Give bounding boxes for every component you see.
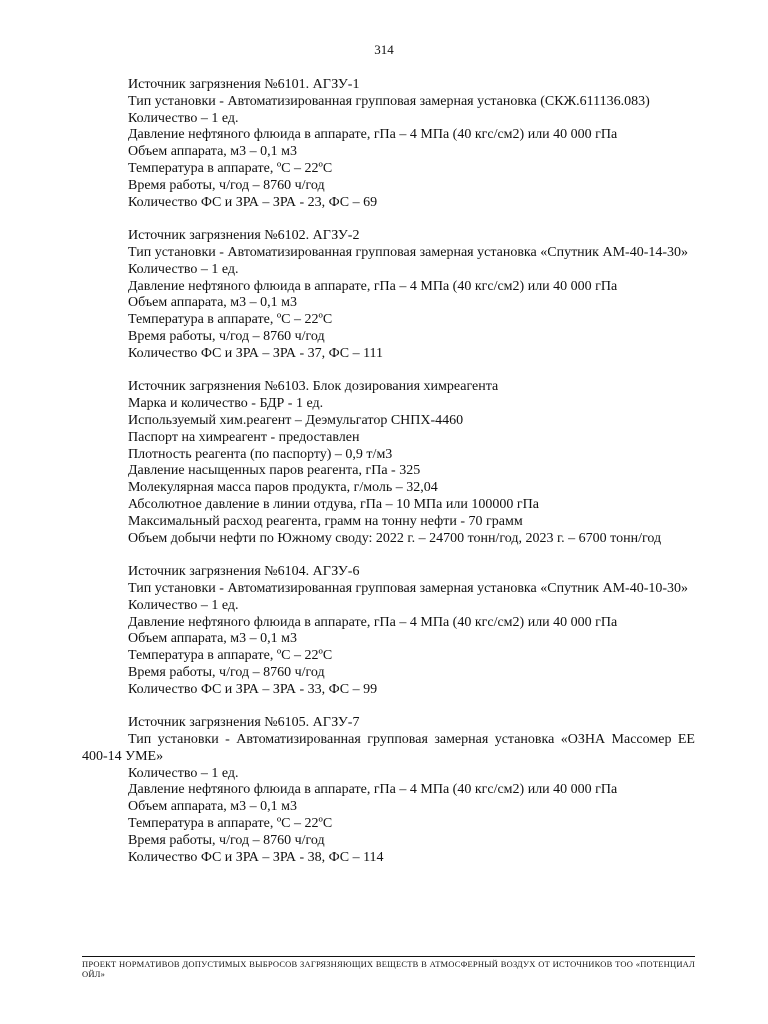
source-6104-section [82,564,695,698]
source-6104-installation-type: Тип установки - Автоматизированная групповая замерная установка «Спутник АМ-40-10-30» [128,580,689,596]
source-6103-absolute-pressure: Абсолютное давление в линии отдува, гПа – 10 МПа или 100000 гПа [128,496,539,512]
source-6103-brand: Марка и количество - БДР - 1 ед. [128,396,324,412]
page-footer: ПРОЕКТ НОРМАТИВОВ ДОПУСТИМЫХ ВЫБРОСОВ ЗАГРЯЗНЯЮЩИХ ВЕЩЕСТВ В АТМОСФЕРНЫЙ ВОЗДУХ ОТ ИСТОЧНИКОВ ТОО «ПОТЕНЦИАЛ ОЙЛ» [82,956,695,979]
source-6103-title: Источник загрязнения №6103. Блок дозирования химреагента [128,379,499,395]
source-6104-pressure: Давление нефтяного флюида в аппарате, гПа – 4 МПа (40 кгс/см2) или 40 000 гПа [128,614,618,630]
source-6102-fittings-count: Количество ФС и ЗРА – ЗРА - 37, ФС – 111 [128,345,384,361]
document-body [82,77,695,883]
source-6101-volume: Объем аппарата, м3 – 0,1 м3 [128,144,297,160]
source-6103-max-consumption: Максимальный расход реагента, грамм на тонну нефти - 70 грамм [128,513,523,529]
source-6102-title: Источник загрязнения №6102. АГЗУ-2 [128,228,360,244]
source-6105-temperature: Температура в аппарате, ºС – 22ºС [128,816,333,832]
source-6104-volume: Объем аппарата, м3 – 0,1 м3 [128,631,297,647]
page-number: 314 [374,42,394,57]
source-6102-section [82,228,695,362]
source-6102-installation-type: Тип установки - Автоматизированная групповая замерная установка «Спутник АМ-40-14-30» [128,244,689,260]
source-6103-density: Плотность реагента (по паспорту) – 0,9 т/м3 [128,446,393,462]
source-6102-pressure: Давление нефтяного флюида в аппарате, гПа – 4 МПа (40 кгс/см2) или 40 000 гПа [128,278,618,294]
source-6105-pressure: Давление нефтяного флюида в аппарате, гПа – 4 МПа (40 кгс/см2) или 40 000 гПа [128,782,618,798]
source-6102-volume: Объем аппарата, м3 – 0,1 м3 [128,295,297,311]
source-6101-pressure: Давление нефтяного флюида в аппарате, гПа – 4 МПа (40 кгс/см2) или 40 000 гПа [128,127,618,143]
source-6103-molar-mass: Молекулярная масса паров продукта, г/моль – 32,04 [128,480,438,496]
source-6105-installation-type: Тип установки - Автоматизированная групповая замерная установка «ОЗНА Массомер ЕЕ 400-14 УМЕ» [82,732,695,764]
source-6102-temperature: Температура в аппарате, ºС – 22ºС [128,312,333,328]
source-6104-fittings-count: Количество ФС и ЗРА – ЗРА - 33, ФС – 99 [128,681,378,697]
source-6101-operating-time: Время работы, ч/год – 8760 ч/год [128,177,325,193]
source-6102-quantity: Количество – 1 ед. [128,261,239,277]
source-6104-temperature: Температура в аппарате, ºС – 22ºС [128,648,333,664]
source-6105-operating-time: Время работы, ч/год – 8760 ч/год [128,832,325,848]
source-6103-passport: Паспорт на химреагент - предоставлен [128,429,360,445]
source-6105-title: Источник загрязнения №6105. АГЗУ-7 [128,715,360,731]
source-6103-oil-production: Объем добычи нефти по Южному своду: 2022 г. – 24700 тонн/год, 2023 г. – 6700 тонн/год [128,530,662,546]
source-6105-section [82,715,695,866]
source-6104-operating-time: Время работы, ч/год – 8760 ч/год [128,664,325,680]
source-6104-quantity: Количество – 1 ед. [128,597,239,613]
source-6101-quantity: Количество – 1 ед. [128,110,239,126]
source-6103-vapor-pressure: Давление насыщенных паров реагента, гПа - 325 [128,463,421,479]
source-6101-section [82,77,695,211]
source-6104-title: Источник загрязнения №6104. АГЗУ-6 [128,564,360,580]
source-6103-reagent: Используемый хим.реагент – Деэмульгатор СНПХ-4460 [128,412,464,428]
source-6102-operating-time: Время работы, ч/год – 8760 ч/год [128,328,325,344]
source-6105-volume: Объем аппарата, м3 – 0,1 м3 [128,799,297,815]
source-6105-quantity: Количество – 1 ед. [128,765,239,781]
source-6105-fittings-count: Количество ФС и ЗРА – ЗРА - 38, ФС – 114 [128,849,384,865]
source-6101-temperature: Температура в аппарате, ºС – 22ºС [128,160,333,176]
source-6101-fittings-count: Количество ФС и ЗРА – ЗРА - 23, ФС – 69 [128,194,378,210]
source-6101-installation-type: Тип установки - Автоматизированная групповая замерная установка (СКЖ.611136.083) [128,93,650,109]
source-6103-section [82,379,695,547]
source-6101-title: Источник загрязнения №6101. АГЗУ-1 [128,77,360,92]
